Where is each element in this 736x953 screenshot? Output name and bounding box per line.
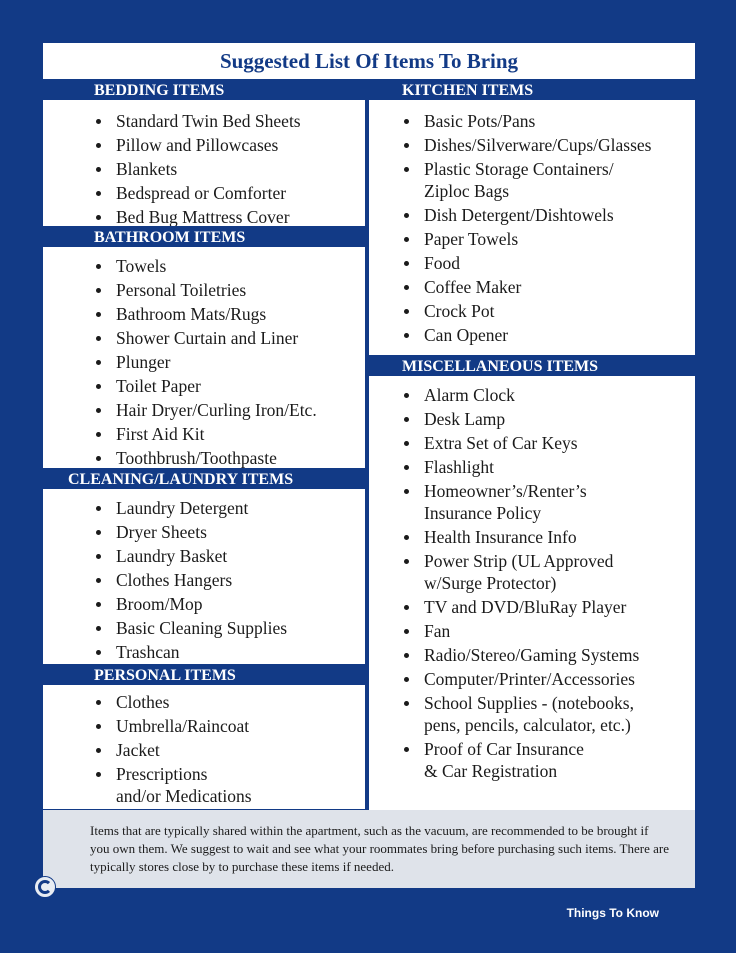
footer-label: Things To Know [566,906,659,920]
list-item: Coffee Maker [369,276,695,298]
list-item: Dryer Sheets [43,521,365,543]
page-title: Suggested List Of Items To Bring [219,48,519,73]
personal-list [43,685,365,807]
list-item: Fan [369,620,695,642]
list-item: Dishes/Silverware/Cups/Glasses [369,134,695,156]
list-item: Radio/Stereo/Gaming Systems [369,644,695,666]
list-item-continued: & Car Registration [424,761,558,781]
list-item: Toothbrush/Toothpaste [43,447,365,468]
list-item: Alarm Clock [369,384,695,406]
list-item-continued: pens, pencils, calculator, etc.) [424,715,631,735]
list-item: Shower Curtain and Liner [43,327,365,349]
bedding-section [43,100,365,226]
left-column [43,79,365,809]
list-item: Extra Set of Car Keys [369,432,695,454]
misc-heading: MISCELLANEOUS ITEMS [369,355,695,376]
list-item: Jacket [43,739,365,761]
personal-section [43,685,365,809]
list-item: Laundry Detergent [43,497,365,519]
list-item: Broom/Mop [43,593,365,615]
list-item: TV and DVD/BluRay Player [369,596,695,618]
list-item: Homeowner’s/Renter’s [369,480,695,502]
list-item: Standard Twin Bed Sheets [43,110,365,132]
list-item: Paper Towels [369,228,695,250]
list-item-continued: w/Surge Protector) [424,573,557,593]
note-text: Items that are typically shared within the apartment, such as the vacuum, are recommended to be brought if you own them. We suggest to wait and see what your roommates bring before purchasing such items. There are typically stores close by to purchase these items if needed. [90,823,669,874]
list-item: Desk Lamp [369,408,695,430]
misc-list [369,376,695,782]
list-item: Clothes Hangers [43,569,365,591]
list-item: School Supplies - (notebooks, [369,692,695,714]
list-item: Blankets [43,158,365,180]
list-item: Laundry Basket [43,545,365,567]
cleaning-list [43,489,365,663]
list-item: Crock Pot [369,300,695,322]
list-item: Dish Detergent/Dishtowels [369,204,695,226]
list-item: Personal Toiletries [43,279,365,301]
list-item: Umbrella/Raincoat [43,715,365,737]
bathroom-list [43,247,365,468]
cleaning-heading: CLEANING/LAUNDRY ITEMS [43,468,365,489]
list-item: Hair Dryer/Curling Iron/Etc. [43,399,365,421]
list-item: Basic Cleaning Supplies [43,617,365,639]
list-item-continued: Insurance Policy [424,503,542,523]
list-item: Proof of Car Insurance [369,738,695,760]
misc-section [369,376,695,811]
list-item: Clothes [43,691,365,713]
personal-heading: PERSONAL ITEMS [43,664,365,685]
list-item: Food [369,252,695,274]
list-item: Prescriptions [43,763,365,785]
list-item: Computer/Printer/Accessories [369,668,695,690]
cleaning-section [43,489,365,664]
list-item: Toilet Paper [43,375,365,397]
list-item: Plastic Storage Containers/ [369,158,695,180]
list-item: Bed Bug Mattress Cover [43,206,365,226]
list-item: Bedspread or Comforter [43,182,365,204]
list-item: Pillow and Pillowcases [43,134,365,156]
bathroom-section [43,247,365,468]
list-item: Trashcan [43,641,365,663]
list-item: Towels [43,255,365,277]
bedding-list [43,100,365,226]
list-item: Plunger [43,351,365,373]
logo-icon [34,876,56,898]
list-item: Can Opener [369,324,695,346]
bedding-heading: BEDDING ITEMS [43,79,365,100]
note-box [43,810,695,888]
list-item: First Aid Kit [43,423,365,445]
list-item: Basic Pots/Pans [369,110,695,132]
title-bar [43,43,695,79]
right-column [369,79,695,811]
kitchen-heading: KITCHEN ITEMS [369,79,695,100]
list-item: Bathroom Mats/Rugs [43,303,365,325]
bathroom-heading: BATHROOM ITEMS [43,226,365,247]
list-item: Power Strip (UL Approved [369,550,695,572]
list-item: Health Insurance Info [369,526,695,548]
list-item-continued: and/or Medications [116,786,252,806]
kitchen-list [369,100,695,346]
list-item: Flashlight [369,456,695,478]
list-item-continued: Ziploc Bags [424,181,510,201]
kitchen-section [369,100,695,355]
